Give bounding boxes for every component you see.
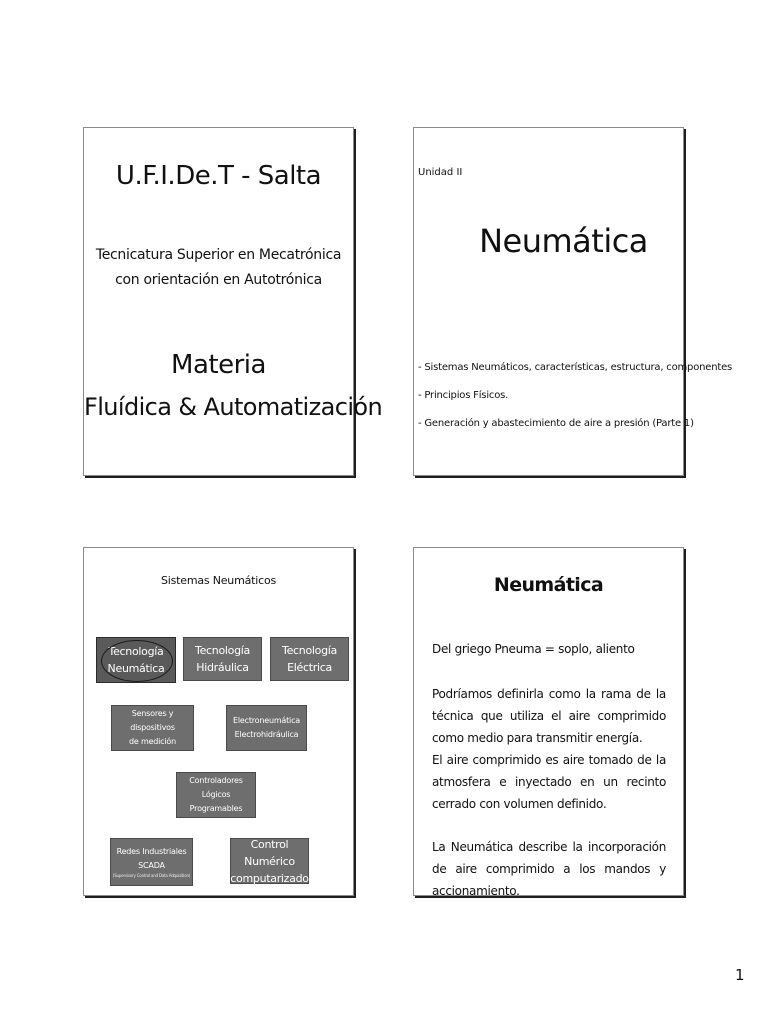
box-plc <box>176 772 256 818</box>
box-line: Redes Industriales <box>116 847 187 856</box>
institution-title: U.F.I.De.T - Salta <box>115 161 322 191</box>
page-number: 1 <box>735 966 745 984</box>
program-line-2: con orientación en Autotrónica <box>115 272 322 288</box>
box-line: Hidráulica <box>196 661 249 674</box>
box-line: Tecnología <box>282 644 337 657</box>
unit-label: Unidad II <box>418 167 463 178</box>
definition-paragraph: Del griego Pneuma = soplo, aliento <box>432 642 635 656</box>
box-line: Control Numérico <box>244 837 295 868</box>
box-line: SCADA <box>138 861 165 870</box>
box-line: Electrohidráulica <box>234 730 299 739</box>
materia-label: Materia <box>171 350 266 380</box>
box-line: Tecnología <box>195 644 250 657</box>
definition-title: Neumática <box>493 574 604 596</box>
slide-systems-diagram <box>83 547 354 896</box>
program-line-1: Tecnicatura Superior en Mecatrónica <box>95 247 342 263</box>
box-line: (Supervisory Control and Data Adquisition) <box>112 873 191 878</box>
box-line: Tecnología <box>108 645 164 658</box>
slide-unit-intro <box>413 127 733 476</box>
box-line: computarizado <box>230 871 309 885</box>
box-line: Neumática <box>107 662 165 675</box>
slide-neumatica-definition <box>413 547 684 896</box>
box-line: Eléctrica <box>287 661 332 674</box>
topic-item: - Generación y abastecimiento de aire a presión (Parte 1) <box>418 418 694 429</box>
box-line: Electroneumática <box>233 716 300 725</box>
highlight-oval <box>101 640 173 682</box>
topic-item: - Sistemas Neumáticos, características, estructura, componentes <box>418 362 733 373</box>
definition-paragraph: El aire comprimido es aire tomado de la atmosfera e inyectado en un recinto cerrado con volumen definido. <box>432 753 666 811</box>
box-electroneumatica <box>226 705 307 751</box>
box-sensores <box>111 705 194 751</box>
box-control-numerico <box>230 838 309 884</box>
definition-paragraph: La Neumática describe la incorporación de aire comprimido a los mandos y accionamiento. <box>432 840 666 898</box>
box-line: de medición <box>129 737 176 746</box>
box-line: Controladores <box>189 776 243 785</box>
materia-name: Fluídica & Automatización <box>84 393 383 421</box>
diagram-title: Sistemas Neumáticos <box>160 574 277 587</box>
box-line: Sensores y dispositivos <box>130 709 175 732</box>
box-tecnologia-hidraulica <box>183 637 262 681</box>
topic-list <box>418 362 732 446</box>
box-tecnologia-neumatica <box>96 637 176 683</box>
topic-item: - Principios Físicos. <box>418 390 509 401</box>
unit-title: Neumática <box>479 222 648 260</box>
box-line: Lógicos Programables <box>189 790 243 813</box>
box-redes-scada <box>110 838 193 886</box>
program-subtitle <box>84 243 353 293</box>
box-tecnologia-electrica <box>270 637 349 681</box>
definition-paragraph: Podríamos definirla como la rama de la técnica que utiliza el aire comprimido como medio para transmitir energía. <box>432 687 666 745</box>
slide-title-page <box>83 127 383 476</box>
